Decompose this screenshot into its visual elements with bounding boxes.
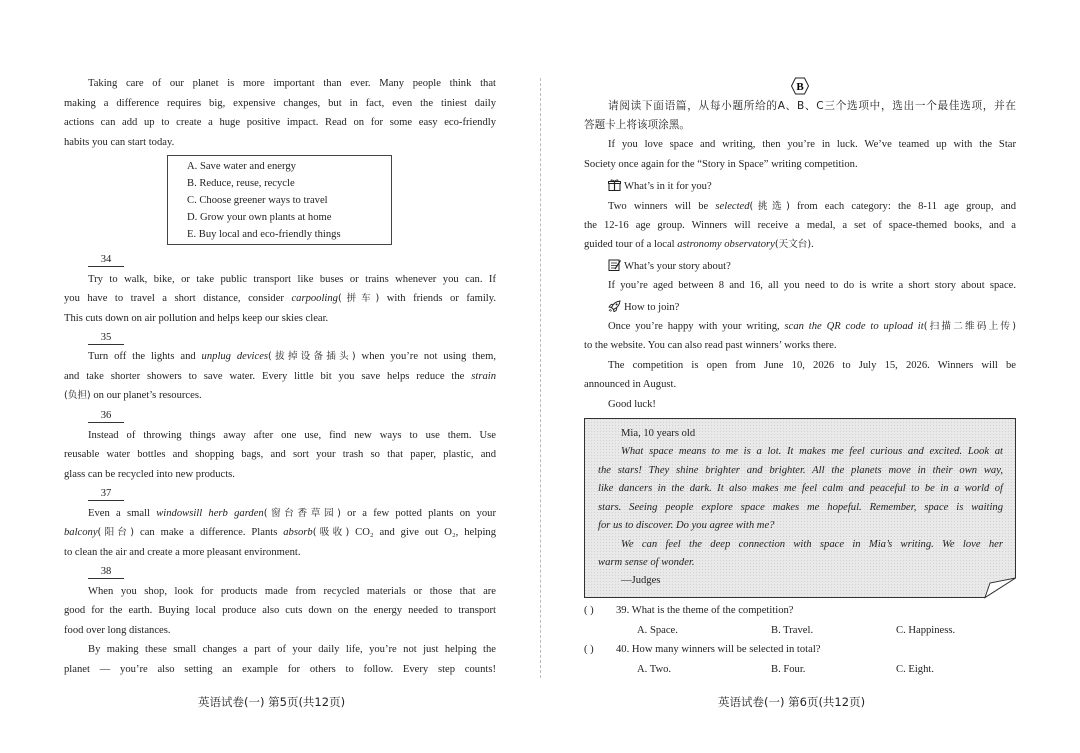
conclusion-line: By making these small changes a part of your daily life, you’re not just helping the [88,644,496,655]
instruction-line: 答题卡上将该项涂黑。 [584,119,690,131]
p3-line: to the website. You can also read past winners’ works there. [584,340,837,351]
q39-option-c[interactable]: C. Happiness. [896,625,956,636]
rocket-icon [608,300,621,312]
blank-38[interactable]: 38 [88,565,124,579]
intro-line: Taking care of our planet is more important than ever. Many people think that [88,78,496,89]
card-comment-line: We can feel the deep connection with space in Mia’s writing. We love her [621,539,1003,550]
p36-line: glass can be recycled into new products. [64,469,235,480]
blank-34[interactable]: 34 [88,253,124,267]
notepad-icon [608,259,621,271]
blank-36[interactable]: 36 [88,409,124,423]
p34-line: you have to travel a short distance, consider carpooling(拼车) with friends or family. [64,293,496,304]
intro-line: habits you can start today. [64,137,175,148]
heading-story: What’s your story about? [608,259,731,274]
ad-intro-line: Society once again for the “Story in Space” writing competition. [584,159,858,170]
gift-icon [608,179,621,191]
instruction-line: 请阅读下面语篇，从每小题所给的A、B、C三个选项中，选出一个最佳选项，并在 [608,100,1016,112]
p37-line: Even a small windowsill herb garden(窗台香草园) or a few potted plants on your [88,508,496,519]
section-b-hexagon-icon [791,77,809,95]
heading-join: How to join? [608,300,679,315]
q40-option-a[interactable]: A. Two. [637,664,672,675]
p4-line: announced in August. [584,379,677,390]
card-author: Mia, 10 years old [621,428,696,439]
option-d: D. Grow your own plants at home [187,212,332,223]
p4-line: The competition is open from June 10, 2026 to July 15, 2026. Winners will be [608,360,1016,371]
p36-line: Instead of throwing things away after one use, find new ways to use them. Use [88,430,496,441]
p1-line: Two winners will be selected(挑选) from each category: the 8-11 age group, and [608,201,1016,212]
p2-line: If you’re aged between 8 and 16, all you need to do is write a short story about space. [608,280,1016,291]
q39-option-a[interactable]: A. Space. [637,625,678,636]
p36-line: reusable water bottles and shopping bags, and sort your trash so that paper, plastic, and [64,449,496,460]
answer-blank-40[interactable]: ( ) [584,644,594,655]
page-divider [540,78,541,678]
q40-option-b[interactable]: B. Four. [771,664,806,675]
p5-line: Good luck! [608,399,656,410]
option-b: B. Reduce, reuse, recycle [187,178,295,189]
story-card [584,418,1016,598]
left-footer: 英语试卷(一) 第5页(共12页) [198,695,346,709]
intro-line: actions can add up to create a huge positive impact. Read on for some easy eco-friendly [64,117,496,128]
question-39-text: 39. What is the theme of the competition? [616,605,794,616]
heading-gift: What’s in it for you? [608,179,712,194]
right-footer: 英语试卷(一) 第6页(共12页) [718,695,866,709]
p37-line: to clean the air and create a more pleasant environment. [64,547,301,558]
option-c: C. Choose greener ways to travel [187,195,328,206]
blank-35[interactable]: 35 [88,331,124,345]
question-40-text: 40. How many winners will be selected in total? [616,644,821,655]
p37-line: balcony(阳台) can make a difference. Plants absorb(吸收) CO₂ and give out O₂, helping [64,527,497,538]
option-a: A. Save water and energy [187,161,296,172]
ad-intro-line: If you love space and writing, then you’re in luck. We’ve teamed up with the Star [608,139,1016,150]
p1-line: the 12-16 age group. Winners will receive a medal, a set of space-themed books, and a [584,220,1016,231]
section-label: B [796,81,804,93]
p35-line: (负担) on our planet’s resources. [64,390,202,401]
card-signature: —Judges [621,575,661,586]
p3-line: Once you’re happy with your writing, scan the QR code to upload it(扫描二维码上传) [608,321,1016,332]
answer-blank-39[interactable]: ( ) [584,605,594,616]
card-story-line: for us to discover. Do you agree with me? [598,520,775,531]
card-story-line: the stars! They shine brighter and brighter. All the planets move in their own way, [598,465,1003,476]
card-story-line: stars. Seeing people explore space makes me hopeful. Remember, space is waiting [598,502,1003,513]
conclusion-line: planet — you’re also setting an example for others to follow. Every step counts! [64,664,496,675]
q40-option-c[interactable]: C. Eight. [896,664,934,675]
p34-line: This cuts down on air pollution and helps keep our skies clear. [64,313,329,324]
p38-line: good for the earth. Buying local produce also cuts down on the energy needed to transport [64,605,496,616]
card-story-line: like dancers in the dark. It also makes me feel calm and peaceful to be in a world of [598,483,1003,494]
blank-37[interactable]: 37 [88,487,124,501]
p35-line: and take shorter showers to save water. Every little bit you save helps reduce the strain [64,371,496,382]
p34-line: Try to walk, bike, or take public transport like buses or trains whenever you can. If [88,274,496,285]
option-e: E. Buy local and eco-friendly things [187,229,341,240]
intro-line: making a difference requires big, expensive changes, but in fact, even the tiniest daily [64,98,496,109]
q39-option-b[interactable]: B. Travel. [771,625,814,636]
options-box [167,155,392,245]
p38-line: food over long distances. [64,625,171,636]
p35-line: Turn off the lights and unplug devices(拔掉设备插头) when you’re not using them, [88,351,496,362]
p38-line: When you shop, look for products made from recycled materials or those that are [88,586,496,597]
card-comment-line: warm sense of wonder. [598,557,695,568]
p1-line: guided tour of a local astronomy observatory(天文台). [584,239,814,250]
card-story-line: What space means to me is a lot. It makes me feel curious and excited. Look at [621,446,1003,457]
